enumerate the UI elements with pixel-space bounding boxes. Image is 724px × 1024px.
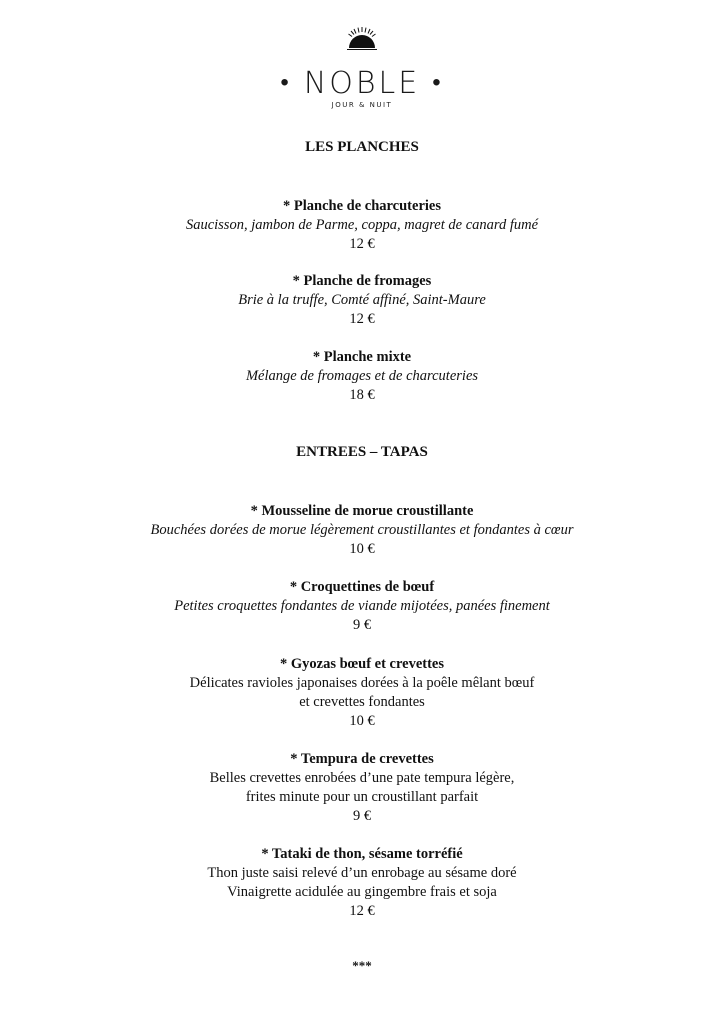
item-name: * Planche de fromages [292, 273, 432, 289]
brand-dot-left: • [280, 68, 292, 96]
logo [0, 26, 724, 109]
item-description: Vinaigrette acidulée au gingembre frais et soja [227, 884, 497, 900]
item-price: 12 € [349, 903, 375, 919]
item-description: Brie à la truffe, Comté affiné, Saint-Maure [238, 292, 486, 308]
brand-dot-right: • [432, 68, 444, 96]
item-description: frites minute pour un croustillant parfait [245, 789, 479, 805]
item-price: 9 € [352, 617, 372, 633]
brand-name [0, 64, 724, 105]
item-name: * Tataki de thon, sésame torréfié [261, 846, 463, 862]
menu-item [0, 578, 724, 635]
brand-title: NOBLE [303, 66, 421, 101]
menu-item [0, 750, 724, 826]
menu-item [0, 845, 724, 921]
section-title-entrees: ENTREES – TAPAS [296, 444, 428, 460]
item-description: Délicates ravioles japonaises dorées à la poêle mêlant bœuf [189, 675, 535, 691]
item-name: * Planche de charcuteries [283, 198, 441, 214]
item-name: * Mousseline de morue croustillante [250, 503, 474, 519]
menu-item [0, 655, 724, 731]
item-description: Saucisson, jambon de Parme, coppa, magret de canard fumé [185, 217, 539, 233]
footer-separator: *** [352, 958, 372, 973]
item-name: * Croquettines de bœuf [289, 579, 435, 595]
item-description: Mélange de fromages et de charcuteries [245, 368, 479, 384]
item-price: 10 € [349, 713, 375, 729]
item-description: Thon juste saisi relevé d’un enrobage au sésame doré [207, 865, 517, 881]
item-price: 9 € [352, 808, 372, 824]
item-description: Bouchées dorées de morue légèrement croustillantes et fondantes à cœur [150, 522, 574, 538]
item-name: * Tempura de crevettes [290, 751, 434, 767]
menu-item [0, 197, 724, 254]
menu-item [0, 348, 724, 405]
item-name: * Gyozas bœuf et crevettes [279, 656, 445, 672]
item-name: * Planche mixte [312, 349, 412, 365]
item-description: Belles crevettes enrobées d’une pate tempura légère, [209, 770, 515, 786]
item-price: 18 € [349, 387, 375, 403]
section-title-planches: LES PLANCHES [305, 139, 419, 155]
brand-tagline: JOUR & NUIT [331, 101, 393, 109]
item-price: 12 € [349, 311, 375, 327]
item-price: 12 € [349, 236, 375, 252]
item-price: 10 € [349, 541, 375, 557]
item-description: et crevettes fondantes [299, 694, 425, 710]
menu-item [0, 502, 724, 559]
sunrise-icon [346, 26, 378, 52]
item-description: Petites croquettes fondantes de viande mijotées, panées finement [174, 598, 550, 614]
menu-item [0, 272, 724, 329]
